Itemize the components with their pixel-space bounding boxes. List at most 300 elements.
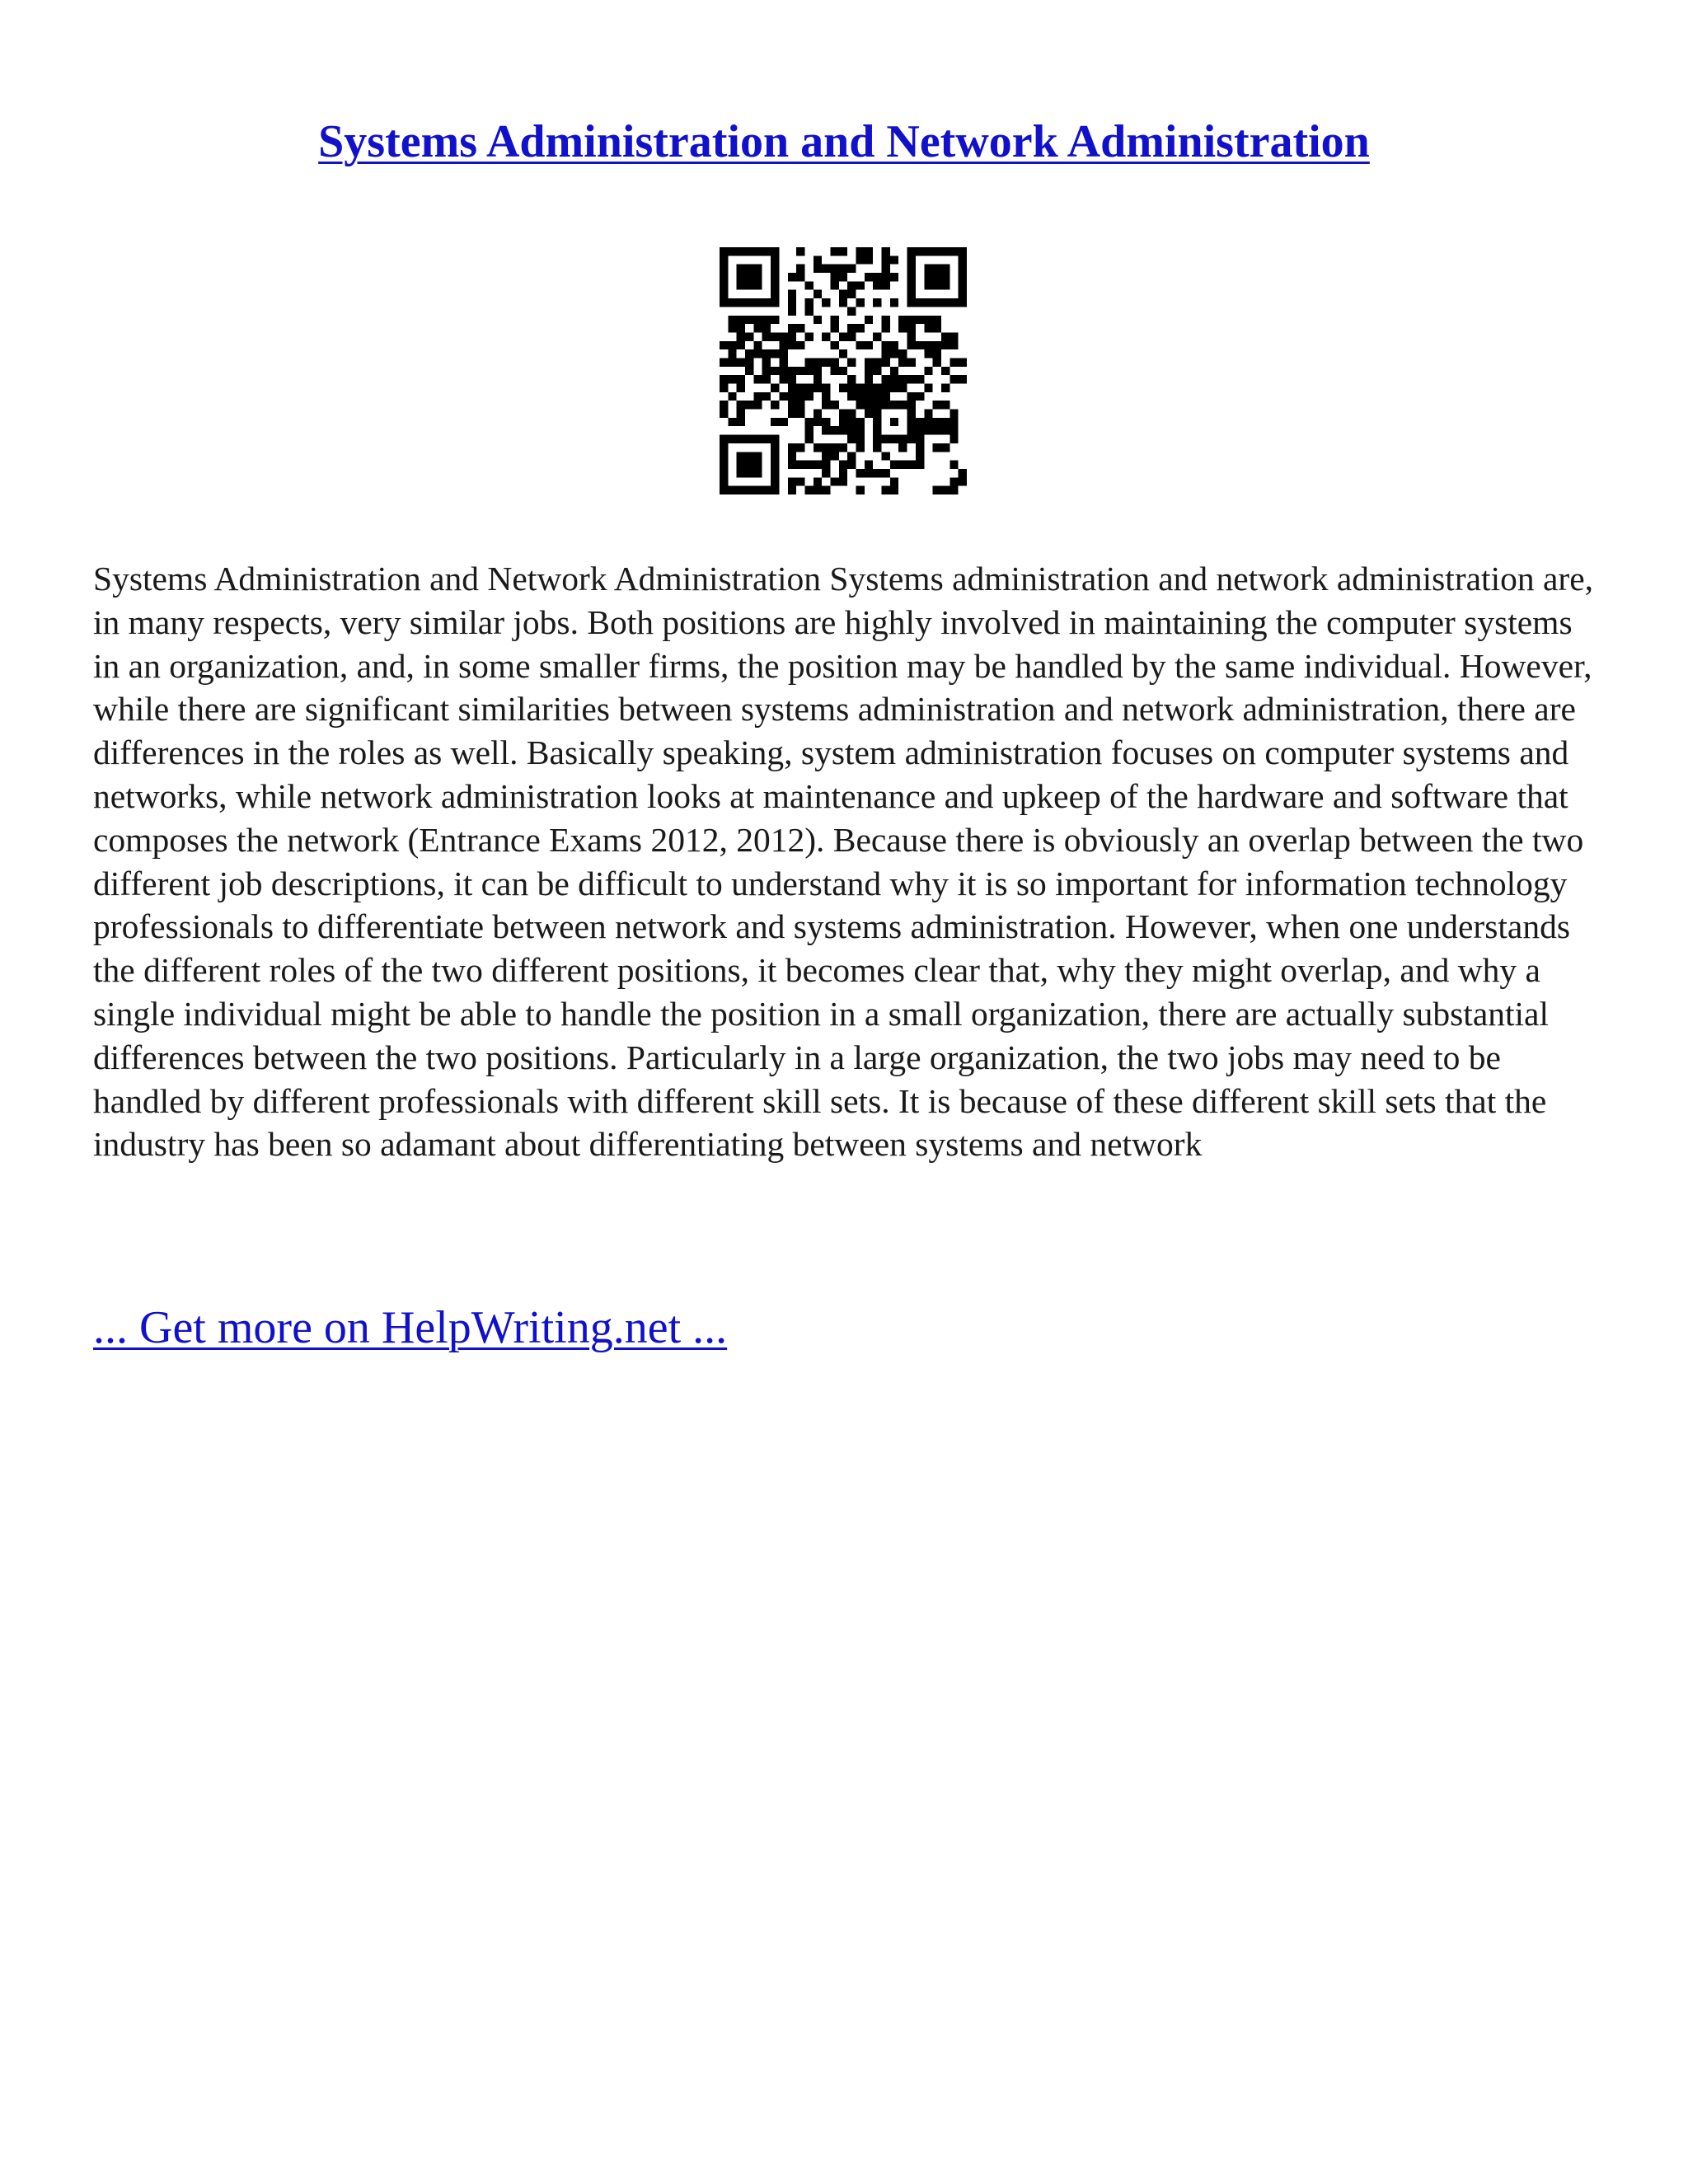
qr-module [907, 410, 916, 418]
qr-module [882, 281, 890, 289]
qr-module [720, 401, 728, 409]
qr-module [745, 358, 753, 366]
qr-module [753, 273, 762, 281]
qr-module [771, 290, 779, 298]
qr-module [762, 392, 771, 401]
qr-module [788, 384, 796, 392]
qr-module [873, 273, 881, 281]
qr-module [788, 477, 796, 485]
qr-module [882, 255, 890, 264]
qr-module [865, 375, 873, 383]
qr-module [941, 298, 950, 307]
qr-module [847, 392, 856, 401]
qr-module [788, 341, 796, 349]
qr-module [737, 324, 745, 332]
qr-module [822, 384, 830, 392]
qr-module [916, 426, 924, 434]
qr-module [822, 426, 830, 434]
qr-module [762, 316, 771, 324]
qr-module [839, 273, 847, 281]
qr-module [788, 452, 796, 460]
qr-module [779, 367, 787, 375]
qr-module [720, 384, 728, 392]
qr-module [796, 341, 804, 349]
qr-module [737, 358, 745, 366]
qr-module [804, 486, 813, 494]
qr-module [907, 332, 916, 340]
qr-module [933, 324, 941, 332]
qr-module [839, 426, 847, 434]
qr-module [753, 486, 762, 494]
qr-module [856, 298, 865, 307]
qr-module [771, 418, 779, 426]
qr-module [822, 401, 830, 409]
qr-module [804, 367, 813, 375]
qr-module [737, 265, 745, 273]
qr-module [933, 298, 941, 307]
qr-module [856, 426, 865, 434]
qr-module [890, 435, 898, 443]
qr-module [933, 358, 941, 366]
qr-module [753, 435, 762, 443]
qr-module [788, 375, 796, 383]
qr-module [959, 281, 967, 289]
qr-module [788, 410, 796, 418]
qr-module [933, 486, 941, 494]
qr-module [737, 435, 745, 443]
qr-module [933, 281, 941, 289]
qr-module [822, 265, 830, 273]
qr-module [916, 316, 924, 324]
qr-module [720, 298, 728, 307]
qr-module [839, 290, 847, 298]
qr-module [737, 469, 745, 477]
qr-module [779, 332, 787, 340]
qr-module [804, 298, 813, 307]
qr-module [796, 324, 804, 332]
qr-module [950, 461, 958, 469]
qr-module [771, 443, 779, 452]
qr-module [728, 298, 736, 307]
qr-module [924, 324, 932, 332]
qr-module [737, 332, 745, 340]
qr-module [907, 401, 916, 409]
qr-code-icon [720, 247, 967, 494]
qr-module [804, 392, 813, 401]
qr-module [720, 452, 728, 460]
qr-module [941, 418, 950, 426]
qr-module [882, 392, 890, 401]
qr-module [814, 410, 822, 418]
qr-module [890, 384, 898, 392]
qr-module [728, 375, 736, 383]
qr-module [753, 375, 762, 383]
qr-module [916, 341, 924, 349]
qr-module [830, 316, 838, 324]
qr-module [737, 341, 745, 349]
qr-module [941, 401, 950, 409]
qr-module [753, 401, 762, 409]
qr-module [907, 290, 916, 298]
qr-module [796, 461, 804, 469]
qr-module [959, 358, 967, 366]
qr-module [873, 332, 881, 340]
qr-module [933, 273, 941, 281]
qr-module [788, 401, 796, 409]
qr-module [856, 435, 865, 443]
qr-module [907, 435, 916, 443]
qr-module [865, 255, 873, 264]
qr-module [847, 281, 856, 289]
qr-module [796, 401, 804, 409]
qr-module [745, 401, 753, 409]
qr-module [762, 298, 771, 307]
qr-module [737, 298, 745, 307]
qr-module [737, 401, 745, 409]
qr-module [745, 349, 753, 358]
qr-module [873, 392, 881, 401]
qr-module [907, 426, 916, 434]
qr-module [728, 349, 736, 358]
qr-module [907, 324, 916, 332]
qr-module [898, 435, 907, 443]
qr-module [771, 298, 779, 307]
qr-module [865, 392, 873, 401]
qr-module [847, 265, 856, 273]
qr-module [728, 486, 736, 494]
qr-module [907, 281, 916, 289]
qr-module [762, 324, 771, 332]
qr-module [865, 401, 873, 409]
qr-module [720, 255, 728, 264]
qr-module [916, 392, 924, 401]
qr-module [873, 469, 881, 477]
qr-module [959, 298, 967, 307]
qr-module [950, 358, 958, 366]
qr-module [933, 426, 941, 434]
qr-module [804, 358, 813, 366]
qr-module [941, 332, 950, 340]
qr-module [779, 349, 787, 358]
qr-module [771, 452, 779, 460]
qr-module [771, 461, 779, 469]
qr-module [728, 324, 736, 332]
qr-module [814, 384, 822, 392]
qr-module [822, 358, 830, 366]
qr-module [865, 341, 873, 349]
qr-module [890, 341, 898, 349]
qr-module [907, 316, 916, 324]
qr-module [933, 265, 941, 273]
qr-module [788, 367, 796, 375]
qr-module [822, 452, 830, 460]
qr-module [771, 486, 779, 494]
qr-module [796, 477, 804, 485]
qr-module [830, 341, 838, 349]
qr-module [890, 477, 898, 485]
qr-module [839, 469, 847, 477]
qr-module [941, 486, 950, 494]
qr-module [941, 273, 950, 281]
qr-module [804, 435, 813, 443]
qr-module [753, 469, 762, 477]
qr-module [950, 477, 958, 485]
qr-module [847, 290, 856, 298]
qr-module [933, 418, 941, 426]
qr-module [830, 265, 838, 273]
qr-module [959, 265, 967, 273]
qr-module [950, 247, 958, 255]
qr-module [950, 435, 958, 443]
qr-module [959, 247, 967, 255]
qr-module [728, 392, 736, 401]
qr-module [959, 469, 967, 477]
qr-module [771, 367, 779, 375]
qr-module [814, 375, 822, 383]
qr-module [882, 341, 890, 349]
qr-module [788, 307, 796, 315]
qr-module [737, 410, 745, 418]
qr-module [847, 461, 856, 469]
qr-module [924, 316, 932, 324]
qr-module [882, 316, 890, 324]
qr-module [788, 332, 796, 340]
qr-module [882, 469, 890, 477]
qr-module [720, 265, 728, 273]
qr-module [839, 418, 847, 426]
qr-module [788, 273, 796, 281]
qr-module [737, 273, 745, 281]
qr-module [762, 332, 771, 340]
qr-module [924, 298, 932, 307]
qr-module [771, 332, 779, 340]
qr-module [753, 316, 762, 324]
qr-module [847, 358, 856, 366]
qr-module [788, 486, 796, 494]
qr-module [856, 247, 865, 255]
qr-module [804, 418, 813, 426]
qr-module [720, 410, 728, 418]
qr-module [779, 341, 787, 349]
qr-module [856, 281, 865, 289]
qr-module [720, 358, 728, 366]
qr-module [753, 392, 762, 401]
qr-module [839, 332, 847, 340]
qr-module [728, 247, 736, 255]
qr-module [788, 392, 796, 401]
qr-module [830, 443, 838, 452]
qr-module [873, 281, 881, 289]
qr-module [745, 273, 753, 281]
qr-code-graphic [720, 247, 967, 494]
qr-module [847, 435, 856, 443]
qr-module [856, 443, 865, 452]
qr-module [737, 384, 745, 392]
qr-module [796, 443, 804, 452]
qr-module [865, 316, 873, 324]
qr-module [941, 426, 950, 434]
qr-module [933, 401, 941, 409]
qr-module [822, 469, 830, 477]
qr-module [762, 486, 771, 494]
qr-module [856, 401, 865, 409]
qr-module [830, 477, 838, 485]
qr-module [804, 384, 813, 392]
qr-module [788, 298, 796, 307]
qr-module [898, 375, 907, 383]
qr-module [847, 324, 856, 332]
qr-module [728, 418, 736, 426]
qr-module [882, 486, 890, 494]
qr-module [898, 384, 907, 392]
qr-module [907, 392, 916, 401]
qr-module [822, 332, 830, 340]
qr-module [839, 461, 847, 469]
qr-module [950, 486, 958, 494]
qr-module [916, 435, 924, 443]
qr-module [933, 349, 941, 358]
qr-module [720, 443, 728, 452]
qr-module [762, 247, 771, 255]
qr-module [890, 375, 898, 383]
qr-module [839, 349, 847, 358]
qr-module [814, 358, 822, 366]
qr-module [924, 247, 932, 255]
qr-module [924, 265, 932, 273]
qr-module [788, 290, 796, 298]
qr-module [771, 281, 779, 289]
qr-module [762, 367, 771, 375]
qr-module [728, 341, 736, 349]
qr-module [873, 401, 881, 409]
qr-module [890, 401, 898, 409]
qr-module [720, 469, 728, 477]
qr-module [847, 307, 856, 315]
qr-module [779, 358, 787, 366]
qr-module [916, 247, 924, 255]
qr-module [839, 247, 847, 255]
qr-module [907, 265, 916, 273]
qr-module [847, 418, 856, 426]
qr-module [839, 443, 847, 452]
qr-module [890, 255, 898, 264]
qr-module [796, 247, 804, 255]
qr-module [753, 452, 762, 460]
qr-module [950, 375, 958, 383]
qr-module [856, 486, 865, 494]
qr-module [873, 358, 881, 366]
qr-module [847, 426, 856, 434]
qr-module [916, 461, 924, 469]
qr-module [822, 461, 830, 469]
qr-module [728, 316, 736, 324]
qr-module [847, 332, 856, 340]
qr-module [882, 349, 890, 358]
qr-module [720, 435, 728, 443]
qr-module [720, 461, 728, 469]
qr-module [796, 384, 804, 392]
qr-module [788, 443, 796, 452]
qr-module [890, 486, 898, 494]
qr-module [814, 265, 822, 273]
qr-module [950, 341, 958, 349]
qr-module [804, 307, 813, 315]
qr-module [873, 384, 881, 392]
qr-module [737, 452, 745, 460]
qr-module [898, 349, 907, 358]
qr-module [804, 281, 813, 289]
qr-module [788, 461, 796, 469]
qr-module [779, 392, 787, 401]
qr-module [898, 358, 907, 366]
qr-module [847, 384, 856, 392]
qr-module [933, 247, 941, 255]
qr-module [839, 410, 847, 418]
qr-module [737, 486, 745, 494]
qr-module [796, 367, 804, 375]
qr-module [924, 410, 932, 418]
qr-module [745, 281, 753, 289]
qr-module [890, 367, 898, 375]
qr-module [890, 273, 898, 281]
qr-module [720, 281, 728, 289]
qr-module [907, 273, 916, 281]
qr-module [839, 265, 847, 273]
qr-module [762, 435, 771, 443]
qr-module [771, 435, 779, 443]
qr-module [720, 273, 728, 281]
qr-module [907, 375, 916, 383]
qr-module [907, 341, 916, 349]
qr-module [916, 375, 924, 383]
qr-module [882, 247, 890, 255]
qr-module [916, 298, 924, 307]
qr-module [753, 324, 762, 332]
get-more-link[interactable]: ... Get more on HelpWriting.net ... [93, 1302, 728, 1353]
qr-module [753, 298, 762, 307]
qr-module [796, 273, 804, 281]
qr-module [745, 469, 753, 477]
qr-module [941, 384, 950, 392]
document-title-link[interactable]: Systems Administration and Network Administration [318, 116, 1370, 167]
qr-module [830, 324, 838, 332]
qr-module [814, 461, 822, 469]
qr-module [804, 332, 813, 340]
qr-module [771, 469, 779, 477]
qr-module [890, 349, 898, 358]
qr-module [771, 265, 779, 273]
qr-module [839, 298, 847, 307]
qr-module [916, 418, 924, 426]
qr-module [737, 461, 745, 469]
qr-module [745, 332, 753, 340]
qr-module [959, 273, 967, 281]
qr-module [950, 418, 958, 426]
qr-module [898, 443, 907, 452]
qr-module [737, 375, 745, 383]
qr-module [873, 367, 881, 375]
qr-module [804, 426, 813, 434]
qr-module [737, 247, 745, 255]
qr-module [745, 298, 753, 307]
qr-module [890, 418, 898, 426]
qr-module [847, 410, 856, 418]
qr-module [804, 461, 813, 469]
qr-module [873, 443, 881, 452]
qr-module [822, 298, 830, 307]
qr-module [907, 358, 916, 366]
qr-module [933, 443, 941, 452]
